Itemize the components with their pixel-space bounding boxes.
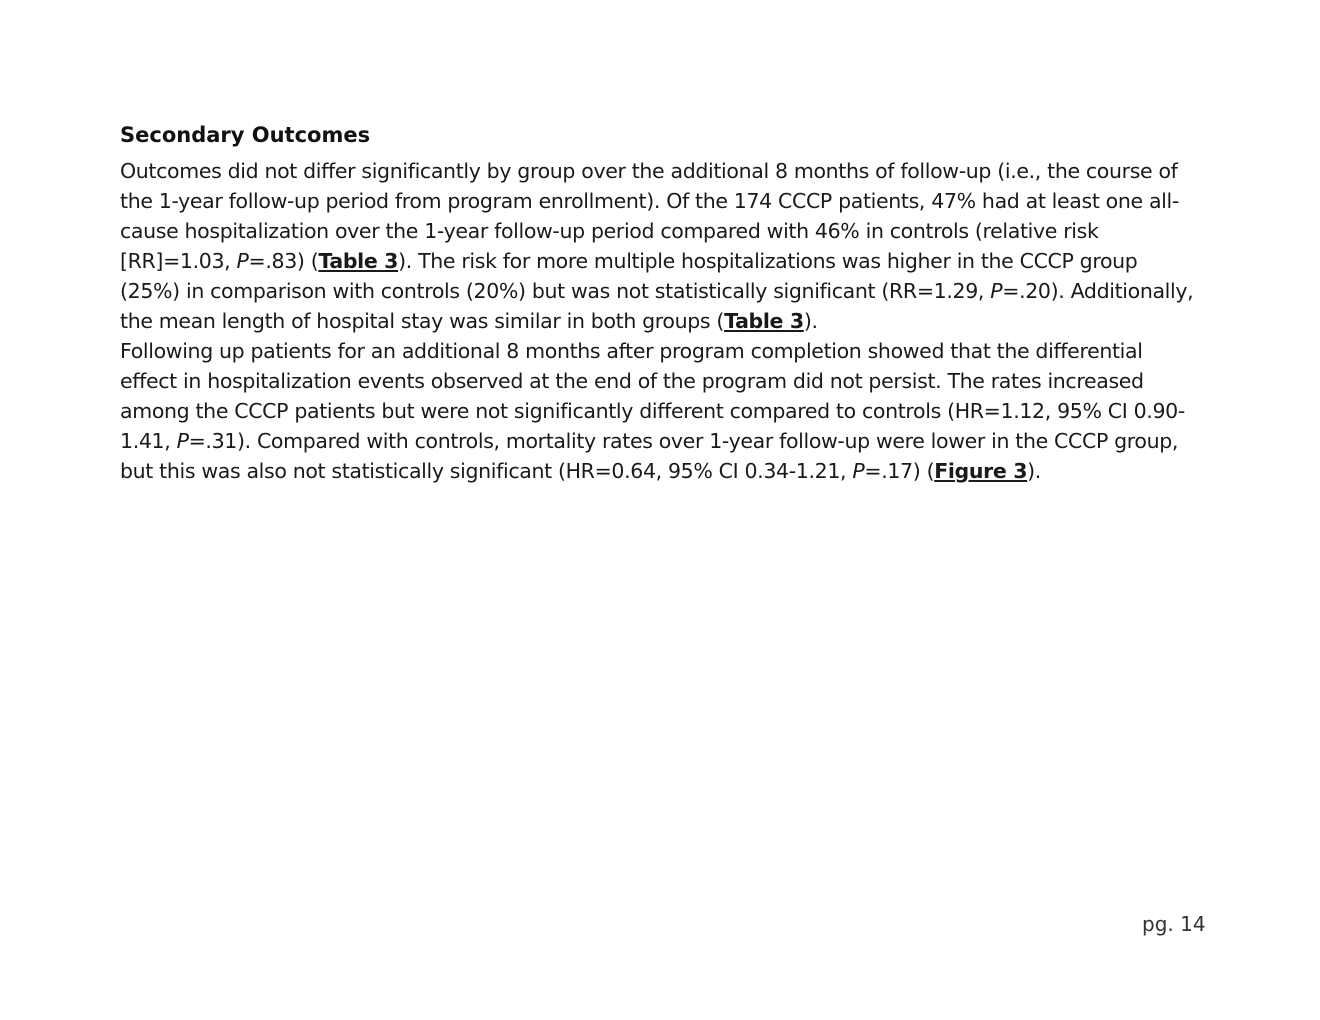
secondary-outcomes-section <box>120 120 1200 486</box>
p-value-symbol: P <box>990 279 1003 303</box>
p-value-symbol: P <box>236 249 249 273</box>
page-number: pg. 14 <box>1142 912 1206 936</box>
table-3-link[interactable]: Table 3 <box>724 309 804 333</box>
paragraph-2 <box>120 336 1200 486</box>
text-run: Outcomes did not differ significantly by group over the additional 8 months of follow-up (i.e., the course of the 1-year follow-up period from program enrollment). Of the 174 CCCP patients, 47% had at least one all-cause hospitalization over the 1-year follow-up period compared with 46% in controls (relative risk [RR]=1.03, <box>120 159 1179 273</box>
table-3-link[interactable]: Table 3 <box>318 249 399 273</box>
p-value-symbol: P <box>176 429 189 453</box>
text-run: =.83) ( <box>248 249 319 273</box>
figure-3-link[interactable]: Figure 3 <box>934 459 1028 483</box>
section-heading: Secondary Outcomes <box>120 123 371 147</box>
text-run: =.31). Compared with controls, mortality rates over 1-year follow-up were lower in the CCCP group, but this was also not statistically significant (HR=0.64, 95% CI 0.34-1.21, <box>120 429 1179 483</box>
text-run: =.17) ( <box>864 459 935 483</box>
text-run: ). The risk for more multiple hospitalizations was higher in the CCCP group (25%) in comparison with controls (20%) but was not statistically significant (RR=1.29, <box>120 249 1138 303</box>
text-run: Following up patients for an additional 8 months after program completion showed that the differential effect in hospitalization events observed at the end of the program did not persist. The rates increased among the CCCP patients but were not significantly different compared to controls (HR=1.12, 95% CI 0.90-1.41, <box>120 339 1185 453</box>
paragraph-1 <box>120 156 1200 336</box>
p-value-symbol: P <box>852 459 865 483</box>
text-run: =.20). Additionally, the mean length of hospital stay was similar in both groups ( <box>120 279 1194 333</box>
text-run: ). <box>1027 459 1041 483</box>
text-run: ). <box>803 309 818 333</box>
